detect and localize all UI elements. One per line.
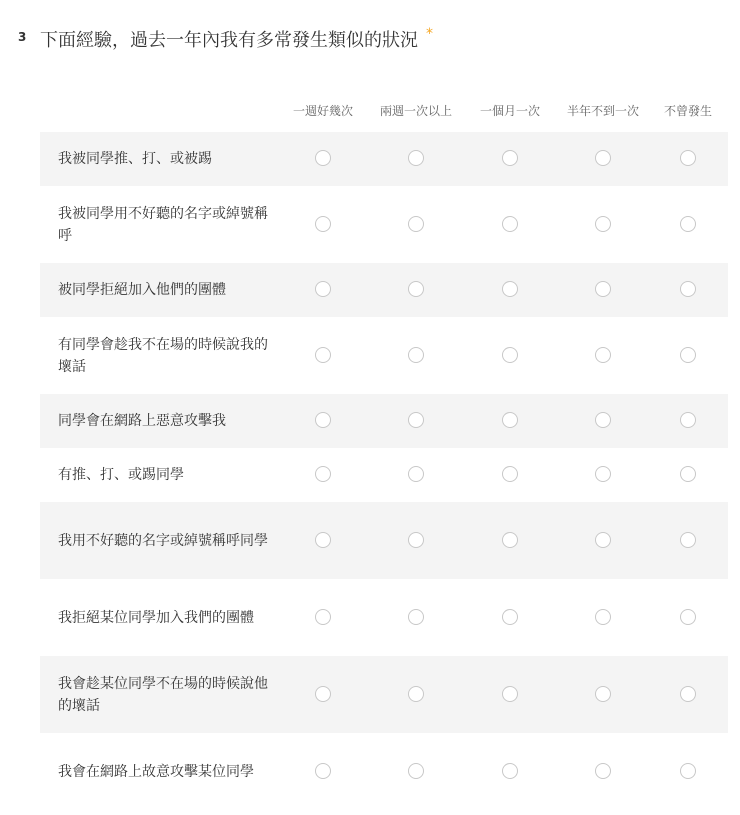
row-label: 我被同學推、打、或被踢 [58,151,212,167]
radio-button[interactable] [502,532,518,548]
row-label: 有推、打、或踢同學 [58,467,184,483]
radio-button[interactable] [315,347,331,363]
grid-rows [40,132,728,810]
radio-button[interactable] [595,216,611,232]
radio-button[interactable] [315,609,331,625]
row-label: 我會在網路上故意攻擊某位同學 [58,763,254,780]
question-title-text: 下面經驗，過去一年內我有多常發生類似的狀況 [40,30,418,51]
radio-button[interactable] [595,532,611,548]
radio-button[interactable] [502,686,518,702]
radio-button[interactable] [680,216,696,232]
matrix-row [40,448,728,502]
radio-button[interactable] [595,466,611,482]
radio-button[interactable] [680,281,696,297]
matrix-row [40,579,728,656]
radio-button[interactable] [595,150,611,166]
radio-button[interactable] [595,281,611,297]
radio-button[interactable] [315,150,331,166]
question-title [40,26,433,52]
row-label: 我拒絕某位同學加入我們的團體 [58,609,254,626]
radio-button[interactable] [315,686,331,702]
radio-button[interactable] [595,412,611,428]
matrix-row [40,394,728,448]
radio-button[interactable] [408,532,424,548]
row-label: 我用不好聽的名字或綽號稱呼同學 [58,532,268,549]
radio-button[interactable] [595,686,611,702]
row-label: 同學會在網路上惡意攻擊我 [58,413,226,429]
radio-button[interactable] [502,609,518,625]
question-header [18,26,718,54]
radio-button[interactable] [408,216,424,232]
required-asterisk: * [426,26,433,42]
radio-button[interactable] [680,412,696,428]
matrix-row [40,317,728,394]
radio-button[interactable] [680,466,696,482]
radio-button[interactable] [680,347,696,363]
column-header-2: 兩週一次以上 [379,104,452,118]
radio-button[interactable] [408,150,424,166]
radio-button[interactable] [315,216,331,232]
row-label: 我被同學用不好聽的名字或綽號稱呼 [58,205,268,244]
radio-button[interactable] [315,412,331,428]
radio-button[interactable] [408,412,424,428]
radio-button[interactable] [408,347,424,363]
radio-button[interactable] [315,466,331,482]
radio-button[interactable] [595,609,611,625]
radio-button[interactable] [502,150,518,166]
column-header-5: 不曾發生 [663,104,712,118]
column-header-3: 一個月一次 [479,104,540,118]
radio-button[interactable] [680,686,696,702]
radio-button[interactable] [408,609,424,625]
radio-button[interactable] [595,347,611,363]
radio-button[interactable] [315,281,331,297]
radio-button[interactable] [408,686,424,702]
radio-button[interactable] [502,763,518,779]
row-label: 有同學會趁我不在場的時候說我的壞話 [58,336,268,375]
radio-button[interactable] [408,281,424,297]
radio-button[interactable] [408,763,424,779]
matrix-row [40,186,728,263]
row-label: 被同學拒絕加入他們的團體 [58,282,226,298]
matrix-row [40,733,728,810]
radio-button[interactable] [502,347,518,363]
radio-button[interactable] [502,466,518,482]
matrix-row [40,132,728,186]
radio-button[interactable] [680,532,696,548]
likert-grid [40,80,728,810]
column-headers [40,80,728,132]
question-number: 3 [18,30,27,44]
matrix-row [40,502,728,579]
column-header-4: 半年不到一次 [566,104,639,118]
radio-button[interactable] [315,763,331,779]
radio-button[interactable] [502,216,518,232]
matrix-row [40,656,728,733]
radio-button[interactable] [595,763,611,779]
radio-button[interactable] [680,609,696,625]
matrix-row [40,263,728,317]
radio-button[interactable] [680,150,696,166]
radio-button[interactable] [680,763,696,779]
radio-button[interactable] [315,532,331,548]
radio-button[interactable] [502,281,518,297]
radio-button[interactable] [502,412,518,428]
row-label: 我會趁某位同學不在場的時候說他的壞話 [58,675,268,714]
column-header-1: 一週好幾次 [292,104,353,118]
radio-button[interactable] [408,466,424,482]
